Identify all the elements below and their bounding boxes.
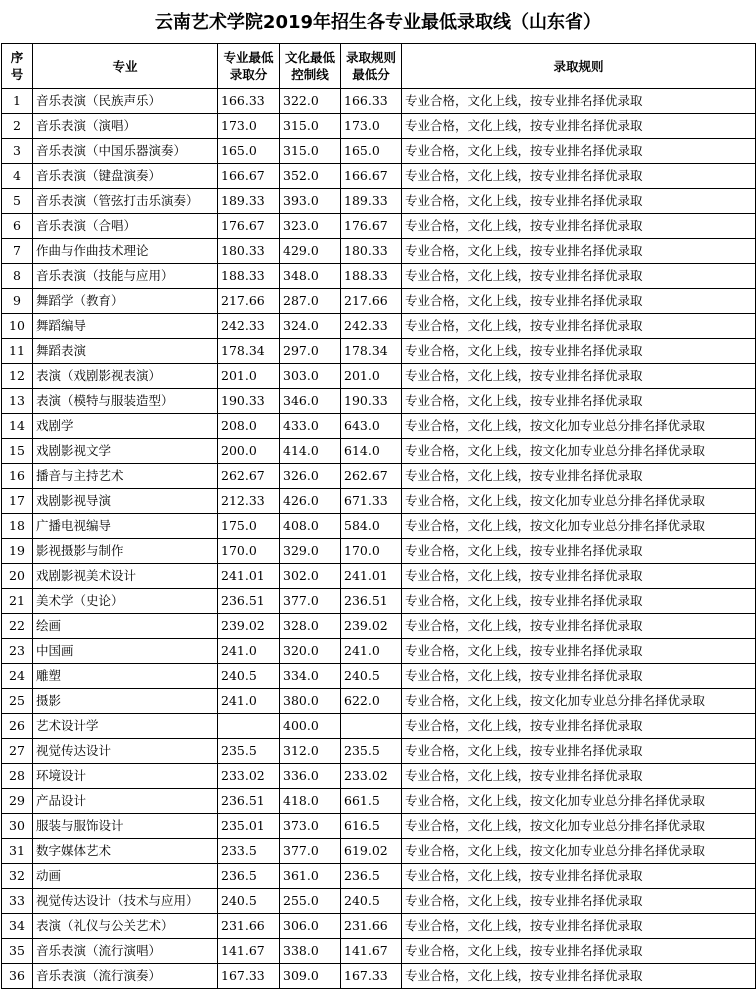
cell-seq: 32: [2, 864, 33, 889]
table-row: [2, 789, 756, 814]
cell-prof-min: 201.0: [218, 364, 280, 389]
cell-rule: 专业合格，文化上线，按专业排名择优录取: [402, 889, 756, 914]
cell-rule: 专业合格，文化上线，按专业排名择优录取: [402, 239, 756, 264]
cell-rule: 专业合格，文化上线，按专业排名择优录取: [402, 314, 756, 339]
table-row: [2, 689, 756, 714]
cell-prof-min: 180.33: [218, 239, 280, 264]
cell-rule: 专业合格，文化上线，按专业排名择优录取: [402, 89, 756, 114]
cell-culture-min: 393.0: [280, 189, 341, 214]
cell-rule: 专业合格，文化上线，按专业排名择优录取: [402, 539, 756, 564]
cell-culture-min: 336.0: [280, 764, 341, 789]
cell-prof-min: 241.01: [218, 564, 280, 589]
cell-culture-min: 429.0: [280, 239, 341, 264]
cell-culture-min: 323.0: [280, 214, 341, 239]
cell-seq: 18: [2, 514, 33, 539]
cell-seq: 19: [2, 539, 33, 564]
cell-rule-min: 201.0: [341, 364, 402, 389]
cell-rule-min: 584.0: [341, 514, 402, 539]
cell-culture-min: 322.0: [280, 89, 341, 114]
cell-seq: 24: [2, 664, 33, 689]
cell-major: 音乐表演（民族声乐）: [33, 89, 218, 114]
cell-major: 广播电视编导: [33, 514, 218, 539]
cell-rule-min: 166.33: [341, 89, 402, 114]
table-row: [2, 239, 756, 264]
cell-rule: 专业合格，文化上线，按专业排名择优录取: [402, 114, 756, 139]
cell-rule-min: [341, 714, 402, 739]
table-row: [2, 614, 756, 639]
table-row: [2, 964, 756, 989]
cell-rule-min: 240.5: [341, 664, 402, 689]
table-row: [2, 364, 756, 389]
cell-major: 绘画: [33, 614, 218, 639]
cell-prof-min: 240.5: [218, 664, 280, 689]
cell-prof-min: 165.0: [218, 139, 280, 164]
cell-major: 视觉传达设计（技术与应用）: [33, 889, 218, 914]
cell-rule: 专业合格，文化上线，按文化加专业总分排名择优录取: [402, 439, 756, 464]
cell-culture-min: 315.0: [280, 139, 341, 164]
cell-rule: 专业合格，文化上线，按专业排名择优录取: [402, 914, 756, 939]
cell-seq: 22: [2, 614, 33, 639]
cell-rule: 专业合格，文化上线，按专业排名择优录取: [402, 964, 756, 989]
cell-rule-min: 661.5: [341, 789, 402, 814]
cell-rule-min: 622.0: [341, 689, 402, 714]
cell-rule-min: 166.67: [341, 164, 402, 189]
cell-seq: 17: [2, 489, 33, 514]
cell-seq: 5: [2, 189, 33, 214]
table-row: [2, 289, 756, 314]
cell-prof-min: 170.0: [218, 539, 280, 564]
cell-major: 视觉传达设计: [33, 739, 218, 764]
cell-rule-min: 235.5: [341, 739, 402, 764]
cell-culture-min: 400.0: [280, 714, 341, 739]
cell-prof-min: 241.0: [218, 639, 280, 664]
cell-major: 表演（礼仪与公关艺术）: [33, 914, 218, 939]
cell-prof-min: 233.5: [218, 839, 280, 864]
cell-prof-min: 239.02: [218, 614, 280, 639]
table-row: [2, 314, 756, 339]
cell-rule-min: 173.0: [341, 114, 402, 139]
cell-major: 舞蹈编导: [33, 314, 218, 339]
cell-seq: 23: [2, 639, 33, 664]
cell-seq: 3: [2, 139, 33, 164]
header-major: 专业: [33, 44, 218, 89]
cell-prof-min: 217.66: [218, 289, 280, 314]
cell-major: 音乐表演（中国乐器演奏）: [33, 139, 218, 164]
cell-culture-min: 380.0: [280, 689, 341, 714]
cell-major: 数字媒体艺术: [33, 839, 218, 864]
cell-prof-min: 236.51: [218, 789, 280, 814]
cell-rule: 专业合格，文化上线，按专业排名择优录取: [402, 364, 756, 389]
cell-prof-min: 173.0: [218, 114, 280, 139]
cell-culture-min: 309.0: [280, 964, 341, 989]
cell-major: 表演（模特与服装造型）: [33, 389, 218, 414]
cell-seq: 11: [2, 339, 33, 364]
cell-rule: 专业合格，文化上线，按专业排名择优录取: [402, 214, 756, 239]
cell-rule-min: 241.01: [341, 564, 402, 589]
cell-culture-min: 329.0: [280, 539, 341, 564]
table-row: [2, 864, 756, 889]
header-rule: 录取规则: [402, 44, 756, 89]
cell-rule-min: 236.5: [341, 864, 402, 889]
cell-prof-min: 208.0: [218, 414, 280, 439]
cell-culture-min: 320.0: [280, 639, 341, 664]
cell-rule-min: 178.34: [341, 339, 402, 364]
cell-prof-min: 231.66: [218, 914, 280, 939]
cell-rule-min: 167.33: [341, 964, 402, 989]
cell-rule: 专业合格，文化上线，按专业排名择优录取: [402, 714, 756, 739]
cell-seq: 1: [2, 89, 33, 114]
cell-seq: 26: [2, 714, 33, 739]
table-row: [2, 164, 756, 189]
table-row: [2, 714, 756, 739]
cell-major: 影视摄影与制作: [33, 539, 218, 564]
cell-rule-min: 189.33: [341, 189, 402, 214]
cell-prof-min: 200.0: [218, 439, 280, 464]
cell-seq: 20: [2, 564, 33, 589]
cell-major: 戏剧学: [33, 414, 218, 439]
cell-major: 作曲与作曲技术理论: [33, 239, 218, 264]
cell-rule-min: 170.0: [341, 539, 402, 564]
cell-prof-min: 176.67: [218, 214, 280, 239]
cell-prof-min: 262.67: [218, 464, 280, 489]
cell-rule: 专业合格，文化上线，按专业排名择优录取: [402, 189, 756, 214]
cell-seq: 21: [2, 589, 33, 614]
cell-seq: 9: [2, 289, 33, 314]
table-row: [2, 939, 756, 964]
cell-culture-min: 326.0: [280, 464, 341, 489]
table-row: [2, 539, 756, 564]
cell-rule-min: 188.33: [341, 264, 402, 289]
cell-seq: 12: [2, 364, 33, 389]
header-seq: 序号: [2, 44, 33, 89]
cell-prof-min: 236.51: [218, 589, 280, 614]
cell-prof-min: 175.0: [218, 514, 280, 539]
cell-prof-min: 235.5: [218, 739, 280, 764]
cell-major: 音乐表演（演唱）: [33, 114, 218, 139]
cell-major: 音乐表演（键盘演奏）: [33, 164, 218, 189]
cell-culture-min: 418.0: [280, 789, 341, 814]
cell-rule: 专业合格，文化上线，按专业排名择优录取: [402, 939, 756, 964]
cell-prof-min: 167.33: [218, 964, 280, 989]
cell-seq: 16: [2, 464, 33, 489]
cell-rule: 专业合格，文化上线，按文化加专业总分排名择优录取: [402, 789, 756, 814]
cell-rule-min: 141.67: [341, 939, 402, 964]
cell-seq: 27: [2, 739, 33, 764]
cell-seq: 14: [2, 414, 33, 439]
cell-rule: 专业合格，文化上线，按专业排名择优录取: [402, 139, 756, 164]
cell-rule-min: 165.0: [341, 139, 402, 164]
cell-culture-min: 328.0: [280, 614, 341, 639]
cell-rule: 专业合格，文化上线，按专业排名择优录取: [402, 339, 756, 364]
cell-major: 播音与主持艺术: [33, 464, 218, 489]
cell-seq: 15: [2, 439, 33, 464]
cell-seq: 25: [2, 689, 33, 714]
cell-prof-min: 189.33: [218, 189, 280, 214]
cell-major: 摄影: [33, 689, 218, 714]
cell-major: 戏剧影视导演: [33, 489, 218, 514]
table-row: [2, 764, 756, 789]
cell-rule: 专业合格，文化上线，按文化加专业总分排名择优录取: [402, 689, 756, 714]
cell-major: 音乐表演（流行演唱）: [33, 939, 218, 964]
table-row: [2, 739, 756, 764]
table-row: [2, 814, 756, 839]
cell-rule: 专业合格，文化上线，按专业排名择优录取: [402, 164, 756, 189]
table-row: [2, 564, 756, 589]
cell-prof-min: 166.67: [218, 164, 280, 189]
cell-prof-min: 212.33: [218, 489, 280, 514]
table-row: [2, 889, 756, 914]
cell-prof-min: 240.5: [218, 889, 280, 914]
admission-table: [1, 43, 756, 989]
header-rule-min: 录取规则最低分: [341, 44, 402, 89]
header-prof-min: 专业最低录取分: [218, 44, 280, 89]
table-row: [2, 189, 756, 214]
cell-seq: 28: [2, 764, 33, 789]
cell-prof-min: 241.0: [218, 689, 280, 714]
cell-rule-min: 231.66: [341, 914, 402, 939]
cell-seq: 10: [2, 314, 33, 339]
cell-rule-min: 217.66: [341, 289, 402, 314]
cell-major: 中国画: [33, 639, 218, 664]
cell-culture-min: 361.0: [280, 864, 341, 889]
cell-culture-min: 346.0: [280, 389, 341, 414]
cell-rule: 专业合格，文化上线，按文化加专业总分排名择优录取: [402, 414, 756, 439]
cell-seq: 4: [2, 164, 33, 189]
cell-prof-min: 166.33: [218, 89, 280, 114]
cell-prof-min: 233.02: [218, 764, 280, 789]
cell-culture-min: 255.0: [280, 889, 341, 914]
cell-major: 产品设计: [33, 789, 218, 814]
cell-seq: 2: [2, 114, 33, 139]
cell-rule-min: 180.33: [341, 239, 402, 264]
table-row: [2, 89, 756, 114]
cell-major: 美术学（史论）: [33, 589, 218, 614]
cell-culture-min: 348.0: [280, 264, 341, 289]
cell-rule: 专业合格，文化上线，按专业排名择优录取: [402, 614, 756, 639]
cell-rule-min: 233.02: [341, 764, 402, 789]
cell-rule: 专业合格，文化上线，按文化加专业总分排名择优录取: [402, 514, 756, 539]
cell-prof-min: 141.67: [218, 939, 280, 964]
cell-rule: 专业合格，文化上线，按文化加专业总分排名择优录取: [402, 489, 756, 514]
cell-major: 艺术设计学: [33, 714, 218, 739]
cell-prof-min: 178.34: [218, 339, 280, 364]
cell-rule-min: 616.5: [341, 814, 402, 839]
cell-rule: 专业合格，文化上线，按专业排名择优录取: [402, 864, 756, 889]
cell-culture-min: 315.0: [280, 114, 341, 139]
table-row: [2, 839, 756, 864]
cell-major: 舞蹈表演: [33, 339, 218, 364]
cell-rule: 专业合格，文化上线，按专业排名择优录取: [402, 664, 756, 689]
cell-culture-min: 433.0: [280, 414, 341, 439]
cell-culture-min: 324.0: [280, 314, 341, 339]
cell-culture-min: 377.0: [280, 839, 341, 864]
cell-rule-min: 262.67: [341, 464, 402, 489]
cell-culture-min: 373.0: [280, 814, 341, 839]
table-row: [2, 414, 756, 439]
cell-major: 音乐表演（合唱）: [33, 214, 218, 239]
page-title: 云南艺术学院2019年招生各专业最低录取线（山东省）: [154, 12, 602, 33]
cell-major: 动画: [33, 864, 218, 889]
cell-prof-min: [218, 714, 280, 739]
cell-seq: 35: [2, 939, 33, 964]
cell-culture-min: 297.0: [280, 339, 341, 364]
cell-major: 舞蹈学（教育）: [33, 289, 218, 314]
cell-prof-min: 235.01: [218, 814, 280, 839]
cell-rule: 专业合格，文化上线，按专业排名择优录取: [402, 764, 756, 789]
table-row: [2, 639, 756, 664]
cell-major: 戏剧影视文学: [33, 439, 218, 464]
cell-culture-min: 352.0: [280, 164, 341, 189]
table-row: [2, 339, 756, 364]
table-row: [2, 264, 756, 289]
table-row: [2, 589, 756, 614]
cell-rule: 专业合格，文化上线，按专业排名择优录取: [402, 289, 756, 314]
cell-rule-min: 236.51: [341, 589, 402, 614]
cell-major: 环境设计: [33, 764, 218, 789]
cell-culture-min: 414.0: [280, 439, 341, 464]
cell-culture-min: 306.0: [280, 914, 341, 939]
cell-seq: 6: [2, 214, 33, 239]
cell-rule-min: 614.0: [341, 439, 402, 464]
cell-prof-min: 188.33: [218, 264, 280, 289]
cell-culture-min: 377.0: [280, 589, 341, 614]
cell-culture-min: 303.0: [280, 364, 341, 389]
cell-major: 音乐表演（流行演奏）: [33, 964, 218, 989]
table-row: [2, 439, 756, 464]
header-row: [2, 44, 756, 89]
cell-rule-min: 240.5: [341, 889, 402, 914]
cell-seq: 13: [2, 389, 33, 414]
cell-culture-min: 338.0: [280, 939, 341, 964]
cell-prof-min: 236.5: [218, 864, 280, 889]
cell-major: 音乐表演（管弦打击乐演奏）: [33, 189, 218, 214]
cell-major: 表演（戏剧影视表演）: [33, 364, 218, 389]
cell-rule-min: 242.33: [341, 314, 402, 339]
cell-rule: 专业合格，文化上线，按专业排名择优录取: [402, 639, 756, 664]
cell-major: 雕塑: [33, 664, 218, 689]
table-row: [2, 489, 756, 514]
cell-seq: 33: [2, 889, 33, 914]
cell-rule-min: 176.67: [341, 214, 402, 239]
table-row: [2, 514, 756, 539]
table-row: [2, 139, 756, 164]
cell-major: 服装与服饰设计: [33, 814, 218, 839]
header-culture-min: 文化最低控制线: [280, 44, 341, 89]
cell-rule-min: 190.33: [341, 389, 402, 414]
cell-rule: 专业合格，文化上线，按专业排名择优录取: [402, 389, 756, 414]
cell-seq: 30: [2, 814, 33, 839]
cell-culture-min: 426.0: [280, 489, 341, 514]
table-row: [2, 664, 756, 689]
cell-rule: 专业合格，文化上线，按专业排名择优录取: [402, 264, 756, 289]
cell-seq: 8: [2, 264, 33, 289]
cell-seq: 36: [2, 964, 33, 989]
table-row: [2, 464, 756, 489]
cell-prof-min: 242.33: [218, 314, 280, 339]
cell-seq: 7: [2, 239, 33, 264]
cell-seq: 31: [2, 839, 33, 864]
cell-prof-min: 190.33: [218, 389, 280, 414]
cell-seq: 34: [2, 914, 33, 939]
cell-culture-min: 302.0: [280, 564, 341, 589]
cell-rule-min: 643.0: [341, 414, 402, 439]
cell-culture-min: 334.0: [280, 664, 341, 689]
cell-rule-min: 241.0: [341, 639, 402, 664]
cell-rule: 专业合格，文化上线，按专业排名择优录取: [402, 739, 756, 764]
cell-rule-min: 239.02: [341, 614, 402, 639]
cell-major: 音乐表演（技能与应用）: [33, 264, 218, 289]
cell-seq: 29: [2, 789, 33, 814]
cell-rule-min: 619.02: [341, 839, 402, 864]
table-row: [2, 114, 756, 139]
table-row: [2, 389, 756, 414]
cell-rule: 专业合格，文化上线，按专业排名择优录取: [402, 564, 756, 589]
table-row: [2, 214, 756, 239]
cell-rule: 专业合格，文化上线，按专业排名择优录取: [402, 589, 756, 614]
cell-culture-min: 287.0: [280, 289, 341, 314]
cell-major: 戏剧影视美术设计: [33, 564, 218, 589]
cell-culture-min: 408.0: [280, 514, 341, 539]
cell-culture-min: 312.0: [280, 739, 341, 764]
cell-rule-min: 671.33: [341, 489, 402, 514]
cell-rule: 专业合格，文化上线，按专业排名择优录取: [402, 464, 756, 489]
cell-rule: 专业合格，文化上线，按文化加专业总分排名择优录取: [402, 839, 756, 864]
table-row: [2, 914, 756, 939]
cell-rule: 专业合格，文化上线，按文化加专业总分排名择优录取: [402, 814, 756, 839]
